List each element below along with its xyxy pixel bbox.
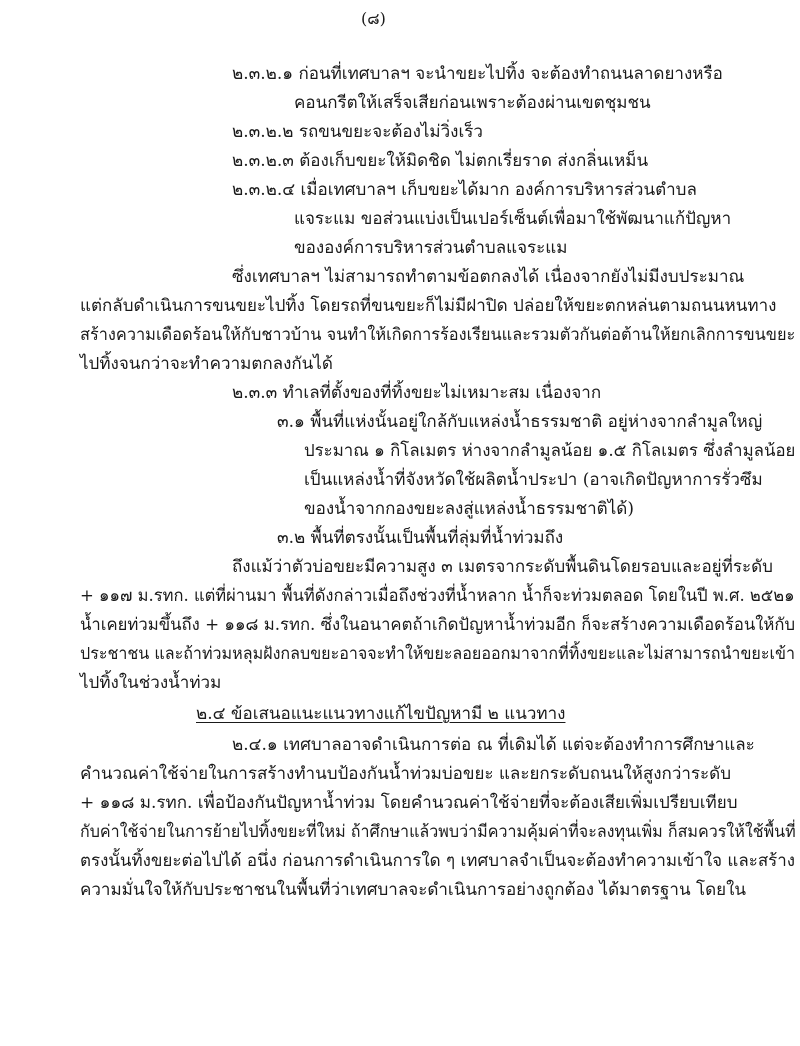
text-line: คอนกรีตให้เสร็จเสียก่อนเพราะต้องผ่านเขตชุมชน xyxy=(294,93,651,113)
text-line: ถึงแม้ว่าตัวบ่อขยะมีความสูง ๓ เมตรจากระดับพื้นดินโดยรอบและอยู่ที่ระดับ xyxy=(232,557,773,577)
text-line: ๒.๓.๒.๓ ต้องเก็บขยะให้มิดชิด ไม่ตกเรี่ยราด ส่งกลิ่นเหม็น xyxy=(232,151,649,171)
text-line: เป็นแหล่งน้ำที่จังหวัดใช้ผลิตน้ำประปา (อาจเกิดปัญหาการรั่วซึม xyxy=(304,470,763,490)
text-line: ประชาชน และถ้าท่วมหลุมฝังกลบขยะอาจจะทำให้ขยะลอยออกมาจากที่ทิ้งขยะและไม่สามารถนำขยะเข้า xyxy=(80,644,795,664)
text-line: ๒.๔.๑ เทศบาลอาจดำเนินการต่อ ณ ที่เดิมได้ แต่จะต้องทำการศึกษาและ xyxy=(232,735,755,755)
text-line: ประมาณ ๑ กิโลเมตร ห่างจากลำมูลน้อย ๑.๕ กิโลเมตร ซึ่งลำมูลน้อย xyxy=(304,441,796,461)
text-line: + ๑๑๗ ม.รทก. แต่ที่ผ่านมา พื้นที่ดังกล่าวเมื่อถึงช่วงที่น้ำหลาก น้ำก็จะท่วมตลอด โดยในปี พ.ศ. ๒๕๒๑ xyxy=(80,586,795,606)
text-line: แจระแม ขอส่วนแบ่งเป็นเปอร์เซ็นต์เพื่อมาใช้พัฒนาแก้ปัญหา xyxy=(294,209,732,229)
text-line: ๓.๒ พื้นที่ตรงนั้นเป็นพื้นที่ลุ่มที่น้ำท่วมถึง xyxy=(277,528,564,548)
text-line: ๒.๓.๓ ทำเลที่ตั้งของที่ทิ้งขยะไม่เหมาะสม เนื่องจาก xyxy=(232,383,602,403)
text-line: ขององค์การบริหารส่วนตำบลแจระแม xyxy=(294,238,568,258)
text-line: + ๑๑๘ ม.รทก. เพื่อป้องกันปัญหาน้ำท่วม โดยคำนวณค่าใช้จ่ายที่จะต้องเสียเพิ่มเปรียบเทียบ xyxy=(80,793,738,813)
text-line: ๒.๓.๒.๔ เมื่อเทศบาลฯ เก็บขยะได้มาก องค์การบริหารส่วนตำบล xyxy=(232,180,697,200)
text-line: ๓.๑ พื้นที่แห่งนั้นอยู่ใกล้กับแหล่งน้ำธรรมชาติ อยู่ห่างจากลำมูลใหญ่ xyxy=(277,412,763,432)
text-line: ตรงนั้นทิ้งขยะต่อไปได้ อนึ่ง ก่อนการดำเนินการใด ๆ เทศบาลจำเป็นจะต้องทำความเข้าใจ และสร้าง xyxy=(80,851,796,871)
text-line: แต่กลับดำเนินการขนขยะไปทิ้ง โดยรถที่ขนขยะก็ไม่มีฝาปิด ปล่อยให้ขยะตกหล่นตามถนนหนทาง xyxy=(80,296,777,316)
page-number: (๘) xyxy=(361,9,386,28)
text-line: ๒.๓.๒.๒ รถขนขยะจะต้องไม่วิ่งเร็ว xyxy=(232,122,483,142)
text-line: ความมั่นใจให้กับประชาชนในพื้นที่ว่าเทศบาลจะดำเนินการอย่างถูกต้อง ได้มาตรฐาน โดยใน xyxy=(80,880,747,900)
text-line: ไปทิ้งจนกว่าจะทำความตกลงกันได้ xyxy=(80,354,333,374)
text-line: ของน้ำจากกองขยะลงสู่แหล่งน้ำธรรมชาติได้) xyxy=(304,499,634,519)
text-line: ไปทิ้งในช่วงน้ำท่วม xyxy=(80,673,222,693)
section-heading: ๒.๔ ข้อเสนอแนะแนวทางแก้ไขปัญหามี ๒ แนวทาง xyxy=(196,704,566,724)
text-line: สร้างความเดือดร้อนให้กับชาวบ้าน จนทำให้เกิดการร้องเรียนและรวมตัวกันต่อต้านให้ยกเลิกการขนขยะ xyxy=(80,325,796,345)
text-line: กับค่าใช้จ่ายในการย้ายไปทิ้งขยะที่ใหม่ ถ้าศึกษาแล้วพบว่ามีความคุ้มค่าที่จะลงทุนเพิ่ม ก็สมควรให้ใช้พื้นที่ xyxy=(80,822,796,842)
text-line: ซึ่งเทศบาลฯ ไม่สามารถทำตามข้อตกลงได้ เนื่องจากยังไม่มีงบประมาณ xyxy=(232,267,745,287)
text-line: คำนวณค่าใช้จ่ายในการสร้างทำนบป้องกันน้ำท่วมบ่อขยะ และยกระดับถนนให้สูงกว่าระดับ xyxy=(80,764,731,784)
text-line: น้ำเคยท่วมขึ้นถึง + ๑๑๘ ม.รทก. ซึ่งในอนาคตถ้าเกิดปัญหาน้ำท่วมอีก ก็จะสร้างความเดือดร้อนให้กับ xyxy=(80,615,796,635)
text-line: ๒.๓.๒.๑ ก่อนที่เทศบาลฯ จะนำขยะไปทิ้ง จะต้องทำถนนลาดยางหรือ xyxy=(232,64,723,84)
